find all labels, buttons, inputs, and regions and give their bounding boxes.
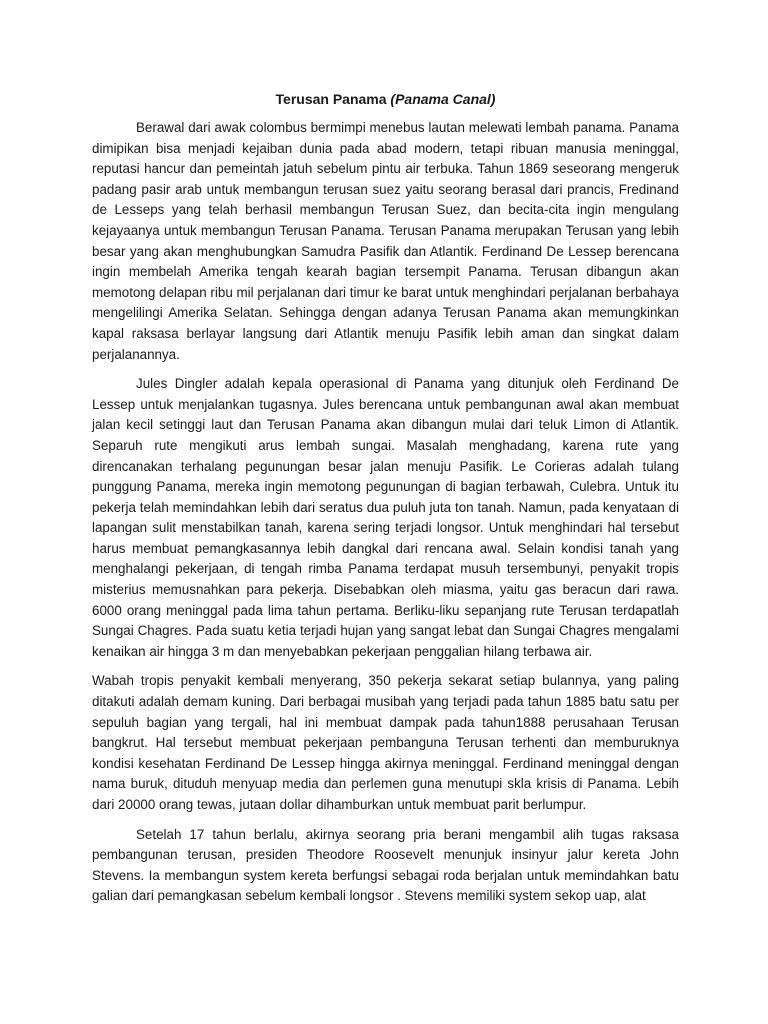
document-page bbox=[92, 88, 679, 916]
document-title bbox=[92, 88, 679, 110]
paragraph-4: Setelah 17 tahun berlalu, akirnya seorang pria berani mengambil alih tugas raksasa pembangunan terusan, presiden Theodore Roosevelt menunjuk insinyur jalur kereta John Stevens. Ia membangun system kereta berfungsi sebagai roda berjalan untuk memindahkan batu galian dari pemangkasan sebelum kembali longsor . Stevens memiliki system sekop uap, alat bbox=[92, 826, 679, 904]
paragraph-1: Berawal dari awak colombus bermimpi menebus lautan melewati lembah panama. Panama dimipikan bisa menjadi kejaiban dunia pada abad modern, tetapi ribuan manusia meninggal, reputasi hancur dan pemeintah jatuh sebelum pintu air terbuka. Tahun 1869 seseorang mengeruk padang pasir arab untuk membangun terusan suez yaitu seorang berasal dari prancis, Fredinand de Lesseps yang telah berhasil membangun Terusan Suez, dan becita-cita ingin mengulang kejayaanya untuk membangun Terusan Panama. Terusan Panama merupakan Terusan yang lebih besar yang akan menghubungkan Samudra Pasifik dan Atlantik. Ferdinand De Lessep berencana ingin membelah Amerika tengah kearah bagian tersempit Panama. Terusan dibangun akan memotong delapan ribu mil perjalanan dari timur ke barat untuk menghindari perjalanan berbahaya mengelilingi Amerika Selatan. Sehingga dengan adanya Terusan Panama akan memungkinkan kapal raksasa berlayar langsung dari Atlantik menuju Pasifik lebih aman dan singkat dalam perjalanannya. bbox=[92, 120, 679, 362]
title-subtitle-italic: (Panama Canal) bbox=[390, 91, 496, 107]
paragraph-3: Wabah tropis penyakit kembali menyerang, 350 pekerja sekarat setiap bulannya, yang paling ditakuti adalah demam kuning. Dari berbagai musibah yang terjadi pada tahun 1885 batu satu per sepuluh bagian yang tergali, hal ini membuat dampak pada tahun1888 perusahaan Terusan bangkrut. Hal tersebut membuat pekerjaan pembanguna Terusan terhenti dan memburuknya kondisi kesehatan Ferdinand De Lessep hingga akirnya meninggal. Ferdinand meninggal dengan nama buruk, dituduh menyuap media dan perlemen guna menutupi skla krisis di Panama. Lebih dari 20000 orang tewas, jutaan dollar dihamburkan untuk membuat parit berlumpur. bbox=[92, 673, 679, 812]
title-main: Terusan Panama bbox=[275, 91, 387, 107]
paragraph-2: Jules Dingler adalah kepala operasional di Panama yang ditunjuk oleh Ferdinand De Lessep untuk menjalankan tugasnya. Jules berencana untuk pembangunan awal akan membuat jalan kecil setinggi laut dan Terusan Panama akan dibangun mulai dari teluk Limon di Atlantik. Separuh rute mengikuti arus lembah sungai. Masalah menghadang, karena rute yang direncanakan terhalang pegunungan besar jalan menuju Pasifik. Le Corieras adalah tulang punggung Panama, mereka ingin memotong pegunungan di bagian terbawah, Culebra. Untuk itu pekerja telah memindahkan lebih dari seratus dua puluh juta ton tanah. Namun, pada kenyataan di lapangan sulit menstabilkan tanah, karena sering terjadi longsor. Untuk menghindari hal tersebut harus membuat pemangkasannya lebih dangkal dari rencana awal. Selain kondisi tanah yang menghalangi pekerjaan, di tengah rimba Panama terdapat musuh tersembunyi, penyakit tropis misterius memusnahkan para pekerja. Disebabkan oleh miasma, yaitu gas beracun dari rawa. 6000 orang meninggal pada lima tahun pertama. Berliku-liku sepanjang rute Terusan terdapatlah Sungai Chagres. Pada suatu ketia terjadi hujan yang sangat lebat dan Sungai Chagres mengalami kenaikan air hingga 3 m dan menyebabkan pekerjaan penggalian hilang terbawa air. bbox=[92, 376, 679, 659]
